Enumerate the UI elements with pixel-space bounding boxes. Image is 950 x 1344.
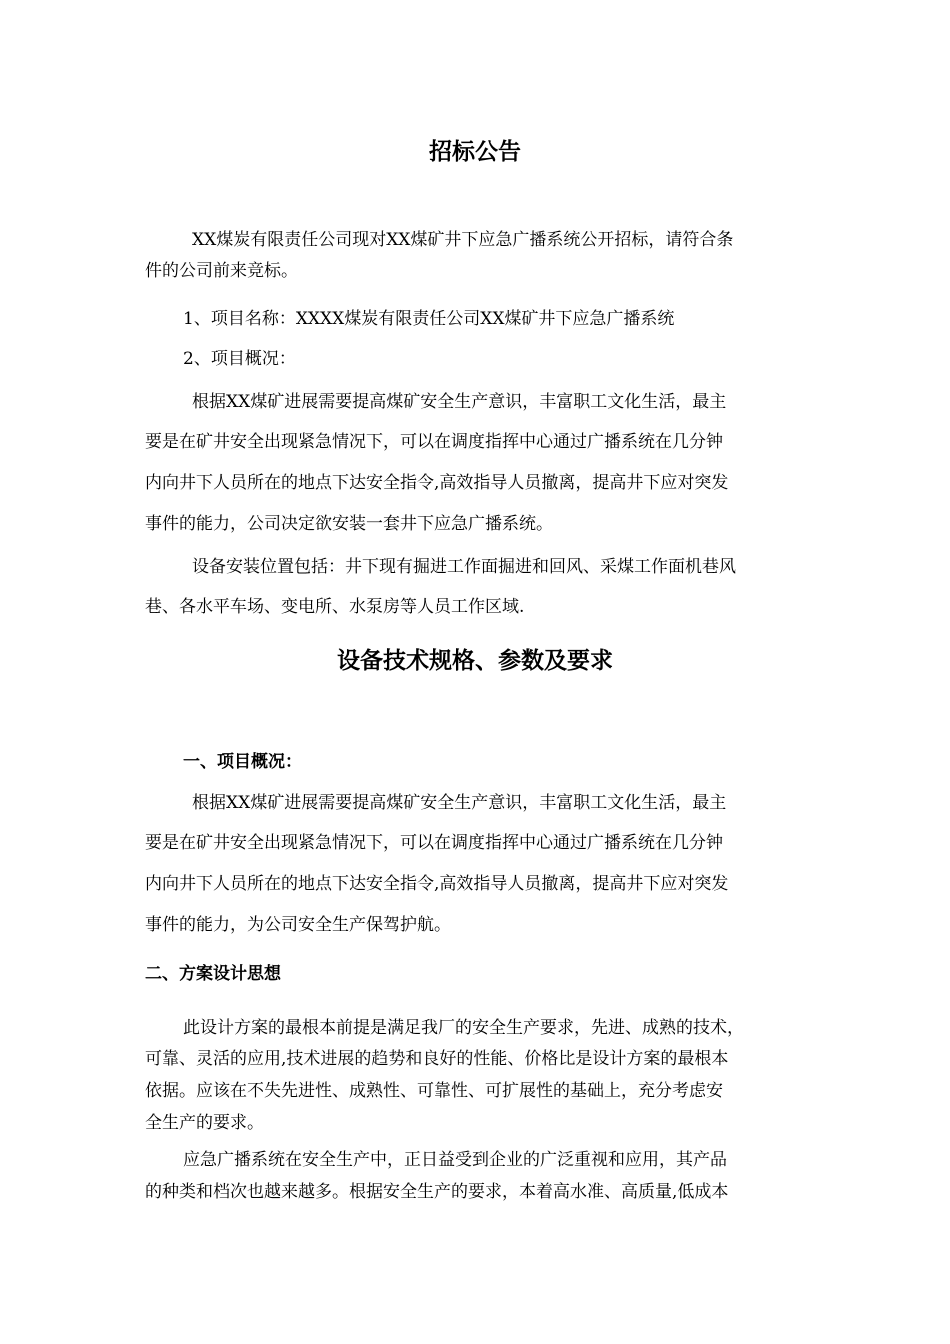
notice-intro-line-1: XX煤炭有限责任公司现对XX煤矿井下应急广播系统公开招标，请符合条 (192, 230, 734, 250)
section1-line-2: 要是在矿井安全出现紧急情况下，可以在调度指挥中心通过广播系统在几分钟 (145, 833, 723, 853)
project-name-item: 1、项目名称：XXXX煤炭有限责任公司XX煤矿井下应急广播系统 (183, 309, 675, 329)
section2-para2-line-2: 的种类和档次也越来越多。根据安全生产的要求，本着高水准、高质量,低成本 (145, 1182, 729, 1202)
section2-heading: 二、方案设计思想 (145, 964, 281, 984)
section1-line-4: 事件的能力，为公司安全生产保驾护航。 (145, 915, 451, 935)
section2-para1-line-3: 依据。应该在不失先进性、成熟性、可靠性、可扩展性的基础上，充分考虑安 (145, 1081, 723, 1101)
notice-para2-line-2: 巷、各水平车场、变电所、水泵房等人员工作区域. (145, 597, 525, 617)
section1-line-1: 根据XX煤矿进展需要提高煤矿安全生产意识，丰富职工文化生活，最主 (192, 793, 727, 813)
notice-para1-line-3: 内向井下人员所在的地点下达安全指令,高效指导人员撤离，提高井下应对突发 (145, 473, 729, 493)
section1-heading: 一、项目概况： (183, 752, 302, 772)
spec-title: 设备技术规格、参数及要求 (337, 647, 613, 674)
section2-para1-line-1: 此设计方案的最根本前提是满足我厂的安全生产要求，先进、成熟的技术， (183, 1018, 744, 1038)
section2-para1-line-4: 全生产的要求。 (145, 1113, 264, 1133)
section2-para2-line-1: 应急广播系统在安全生产中，正日益受到企业的广泛重视和应用，其产品 (183, 1150, 727, 1170)
notice-para2-line-1: 设备安装位置包括：井下现有掘进工作面掘进和回风、采煤工作面机巷风 (192, 557, 736, 577)
notice-para1-line-2: 要是在矿井安全出现紧急情况下，可以在调度指挥中心通过广播系统在几分钟 (145, 432, 723, 452)
notice-title: 招标公告 (429, 138, 521, 165)
section1-line-3: 内向井下人员所在的地点下达安全指令,高效指导人员撤离，提高井下应对突发 (145, 874, 729, 894)
notice-para1-line-4: 事件的能力，公司决定欲安装一套井下应急广播系统。 (145, 514, 553, 534)
notice-intro-line-2: 件的公司前来竞标。 (145, 261, 298, 281)
section2-para1-line-2: 可靠、灵活的应用,技术进展的趋势和良好的性能、价格比是设计方案的最根本 (145, 1049, 729, 1069)
project-overview-item: 2、项目概况： (183, 349, 296, 369)
notice-para1-line-1: 根据XX煤矿进展需要提高煤矿安全生产意识，丰富职工文化生活，最主 (192, 392, 727, 412)
